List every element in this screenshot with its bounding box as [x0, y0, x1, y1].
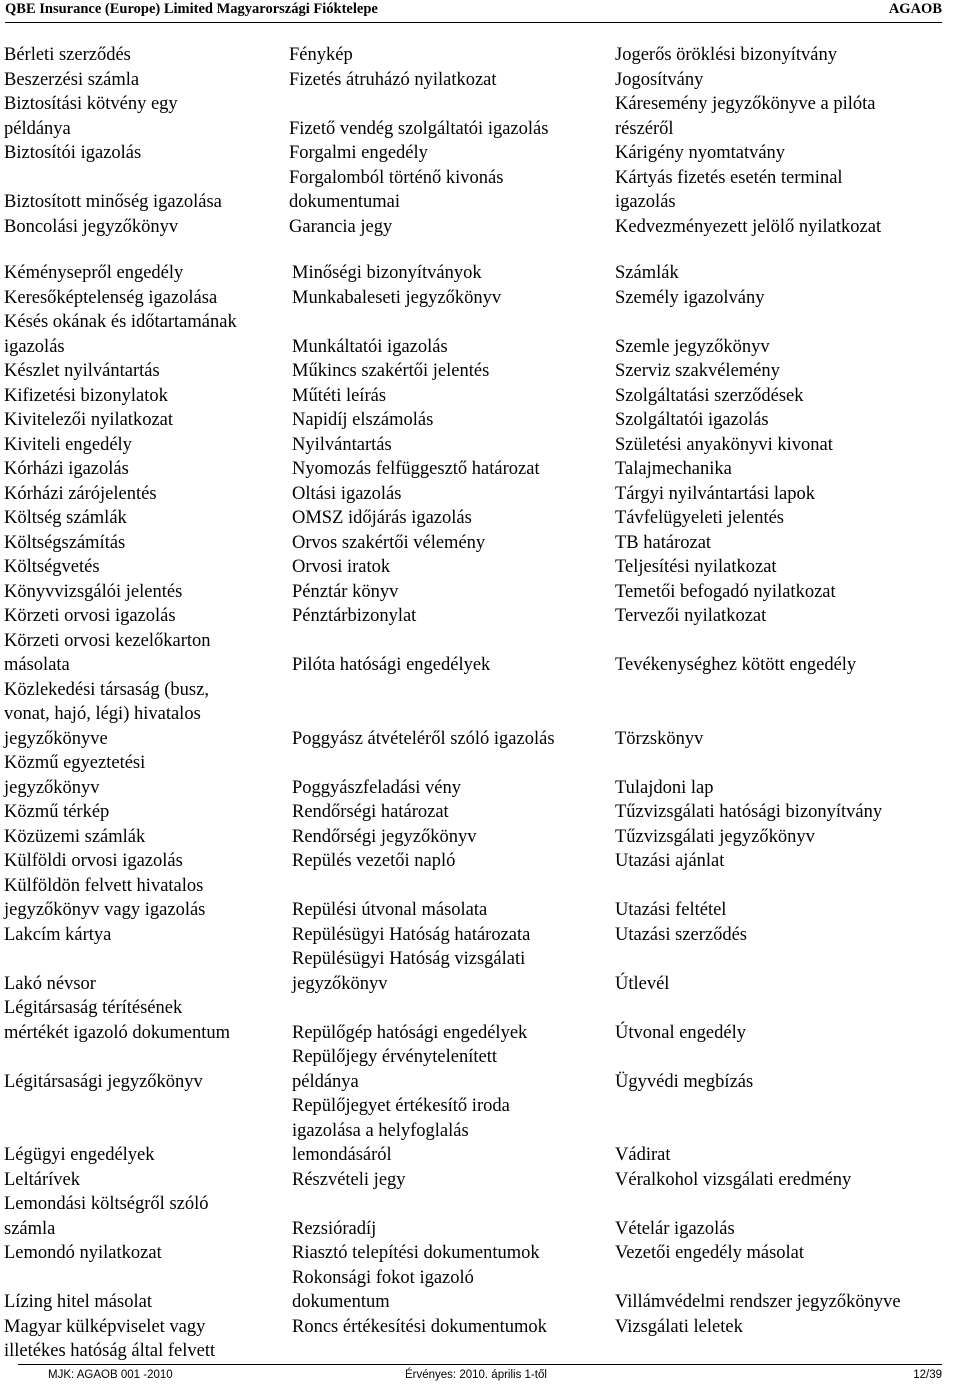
list-item: Könyvvizsgálói jelentés	[4, 581, 183, 602]
list-item: Talajmechanika	[615, 459, 732, 479]
company-name: QBE Insurance (Europe) Limited Magyarországi Fióktelepe	[5, 1, 378, 17]
list-item: Kivitelezői nyilatkozat	[4, 410, 174, 430]
list-item: Keresőképtelenség igazolása	[4, 287, 218, 308]
list-item: Pénztár könyv	[292, 581, 399, 602]
list-item: Közmű egyeztetési jegyzőkönyv	[4, 753, 146, 798]
list-item: Orvos szakértői vélemény	[292, 532, 486, 553]
list-item: Lemondó nyilatkozat	[4, 1243, 162, 1263]
list-item: Külföldi orvosi igazolás	[4, 851, 183, 871]
list-item: Forgalomból történő kivonás dokumentumai	[289, 167, 504, 212]
list-item: Kártyás fizetés esetén terminal igazolás	[615, 167, 843, 212]
list-item: Bérleti szerződés	[4, 45, 131, 65]
list-item: Orvosi iratok	[292, 557, 391, 577]
list-item: Repülési útvonal másolata	[292, 900, 488, 920]
page-number: 12/39	[913, 1369, 942, 1381]
list-item: Költségszámítás	[4, 532, 126, 553]
list-item: Nyilvántartás	[292, 434, 392, 455]
list-item: OMSZ időjárás igazolás	[292, 508, 472, 528]
list-item: Számlák	[615, 263, 679, 283]
list-item: Távfelügyeleti jelentés	[615, 508, 784, 528]
list-item: Repülésügyi Hatóság határozata	[292, 924, 531, 945]
list-item: Rendőrségi jegyzőkönyv	[292, 826, 477, 847]
list-item: Vezetői engedély másolat	[615, 1243, 805, 1263]
list-item: Tárgyi nyilvántartási lapok	[615, 483, 816, 504]
list-item: Lakcím kártya	[4, 924, 112, 945]
list-item: Külföldön felvett hivatalos jegyzőkönyv vagy igazolás	[4, 875, 206, 920]
list-item: Rokonsági fokot igazoló dokumentum	[292, 1267, 474, 1312]
list-item: Repülésügyi Hatóság vizsgálati jegyzőkönyv	[292, 949, 526, 994]
validity-date: Érvényes: 2010. április 1-től	[405, 1369, 547, 1381]
list-item: Jogerős öröklési bizonyítvány	[615, 45, 837, 65]
list-item: Útvonal engedély	[615, 1022, 746, 1043]
list-item: Vádirat	[615, 1145, 671, 1165]
list-item: Kórházi igazolás	[4, 459, 129, 479]
list-item: Biztosítási kötvény egy példánya	[4, 94, 178, 139]
list-item: Véralkohol vizsgálati eredmény	[615, 1169, 852, 1190]
list-item: Tűzvizsgálati hatósági bizonyítvány	[615, 802, 883, 822]
list-item: Légügyi engedélyek	[4, 1145, 155, 1165]
list-item: Készlet nyilvántartás	[4, 361, 160, 381]
list-item: Szolgáltatói igazolás	[615, 410, 769, 430]
list-item: Teljesítési nyilatkozat	[615, 557, 777, 577]
list-item: Fénykép	[289, 45, 353, 65]
list-item: Útlevél	[615, 973, 670, 994]
list-item: Késés okának és időtartamának igazolás	[4, 312, 237, 357]
list-item: Magyar külképviselet vagy illetékes hatóság által felvett	[4, 1316, 216, 1361]
list-item: Pilóta hatósági engedélyek	[292, 655, 491, 675]
list-item: Kifizetési bizonylatok	[4, 385, 168, 406]
list-item: Repülőjegyet értékesítő iroda igazolása a helyfoglalás lemondásáról	[292, 1096, 510, 1165]
list-item: Jogosítvány	[615, 69, 704, 90]
list-item: Boncolási jegyzőkönyv	[4, 216, 179, 237]
list-item: Utazási ajánlat	[615, 851, 725, 871]
list-item: Garancia jegy	[289, 216, 393, 237]
list-item: Műkincs szakértői jelentés	[292, 361, 490, 381]
list-item: Tevékenységhez kötött engedély	[615, 655, 857, 675]
list-item: Szolgáltatási szerződések	[615, 385, 804, 406]
list-item: Poggyászfeladási vény	[292, 777, 462, 798]
list-item: Riasztó telepítési dokumentumok	[292, 1243, 540, 1263]
document-code: AGAOB	[888, 1, 942, 17]
list-item: Pénztárbizonylat	[292, 606, 417, 626]
list-item: Vételár igazolás	[615, 1218, 735, 1239]
list-item: Tulajdoni lap	[615, 777, 714, 798]
list-item: Beszerzési számla	[4, 69, 140, 90]
list-item: Roncs értékesítési dokumentumok	[292, 1316, 547, 1337]
list-item: Részvételi jegy	[292, 1169, 406, 1190]
list-item: Kiviteli engedély	[4, 434, 132, 455]
list-item: Munkabaleseti jegyzőkönyv	[292, 287, 502, 308]
list-item: Rendőrségi határozat	[292, 802, 449, 822]
list-item: TB határozat	[615, 532, 712, 553]
list-item: Kárigény nyomtatvány	[615, 143, 786, 163]
list-item: Körzeti orvosi igazolás	[4, 606, 176, 626]
list-item: Biztosítói igazolás	[4, 143, 142, 163]
list-item: Szerviz szakvélemény	[615, 361, 780, 381]
list-item: Születési anyakönyvi kivonat	[615, 434, 833, 455]
document-id: MJK: AGAOB 001 -2010	[48, 1369, 173, 1381]
list-item: Biztosított minőség igazolása	[4, 192, 222, 212]
list-item: Temetői befogadó nyilatkozat	[615, 581, 836, 602]
list-item: Repülőgép hatósági engedélyek	[292, 1022, 528, 1043]
list-item: Kedvezményezett jelölő nyilatkozat	[615, 216, 882, 237]
list-item: Forgalmi engedély	[289, 143, 428, 163]
list-item: Törzskönyv	[615, 728, 704, 749]
list-item: Szemle jegyzőkönyv	[615, 336, 770, 357]
list-item: Napidíj elszámolás	[292, 410, 434, 430]
list-item: Fizető vendég szolgáltatói igazolás	[289, 118, 549, 139]
list-item: Fizetés átruházó nyilatkozat	[289, 69, 497, 90]
list-item: Légitársasági jegyzőkönyv	[4, 1071, 203, 1092]
list-item: Oltási igazolás	[292, 483, 402, 504]
list-item: Kéménysepről engedély	[4, 263, 184, 283]
list-item: Poggyász átvételéről szóló igazolás	[292, 728, 555, 749]
list-item: Személy igazolvány	[615, 287, 765, 308]
list-item: Repülés vezetői napló	[292, 851, 456, 871]
list-item: Közüzemi számlák	[4, 826, 146, 847]
list-item: Villámvédelmi rendszer jegyzőkönyve	[615, 1292, 901, 1312]
list-item: Költségvetés	[4, 557, 100, 577]
list-item: Légitársaság térítésének mértékét igazoló dokumentum	[4, 998, 231, 1043]
list-item: Nyomozás felfüggesztő határozat	[292, 459, 540, 479]
list-item: Munkáltatói igazolás	[292, 336, 448, 357]
list-item: Műtéti leírás	[292, 385, 387, 406]
list-item: Közmű térkép	[4, 802, 110, 822]
list-item: Körzeti orvosi kezelőkarton másolata	[4, 630, 211, 675]
list-item: Kórházi zárójelentés	[4, 483, 157, 504]
list-item: Leltárívek	[4, 1169, 81, 1190]
list-item: Káresemény jegyzőkönyve a pilóta részéről	[615, 94, 876, 139]
list-item: Költség számlák	[4, 508, 127, 528]
list-item: Vizsgálati leletek	[615, 1316, 743, 1337]
list-item: Rezsióradíj	[292, 1218, 377, 1239]
list-item: Lemondási költségről szóló számla	[4, 1194, 209, 1239]
list-item: Utazási feltétel	[615, 900, 727, 920]
list-item: Tűzvizsgálati jegyzőkönyv	[615, 826, 815, 847]
list-item: Ügyvédi megbízás	[615, 1071, 754, 1092]
list-item: Minőségi bizonyítványok	[292, 263, 482, 283]
list-item: Lízing hitel másolat	[4, 1292, 152, 1312]
list-item: Utazási szerződés	[615, 924, 748, 945]
page-footer	[18, 1364, 942, 1387]
list-item: Lakó névsor	[4, 973, 96, 994]
list-item: Közlekedési társaság (busz, vonat, hajó, légi) hivatalos jegyzőkönyve	[4, 679, 209, 749]
page-header	[5, 0, 942, 23]
list-item: Repülőjegy érvénytelenített példánya	[292, 1047, 497, 1092]
list-item: Tervezői nyilatkozat	[615, 606, 767, 626]
